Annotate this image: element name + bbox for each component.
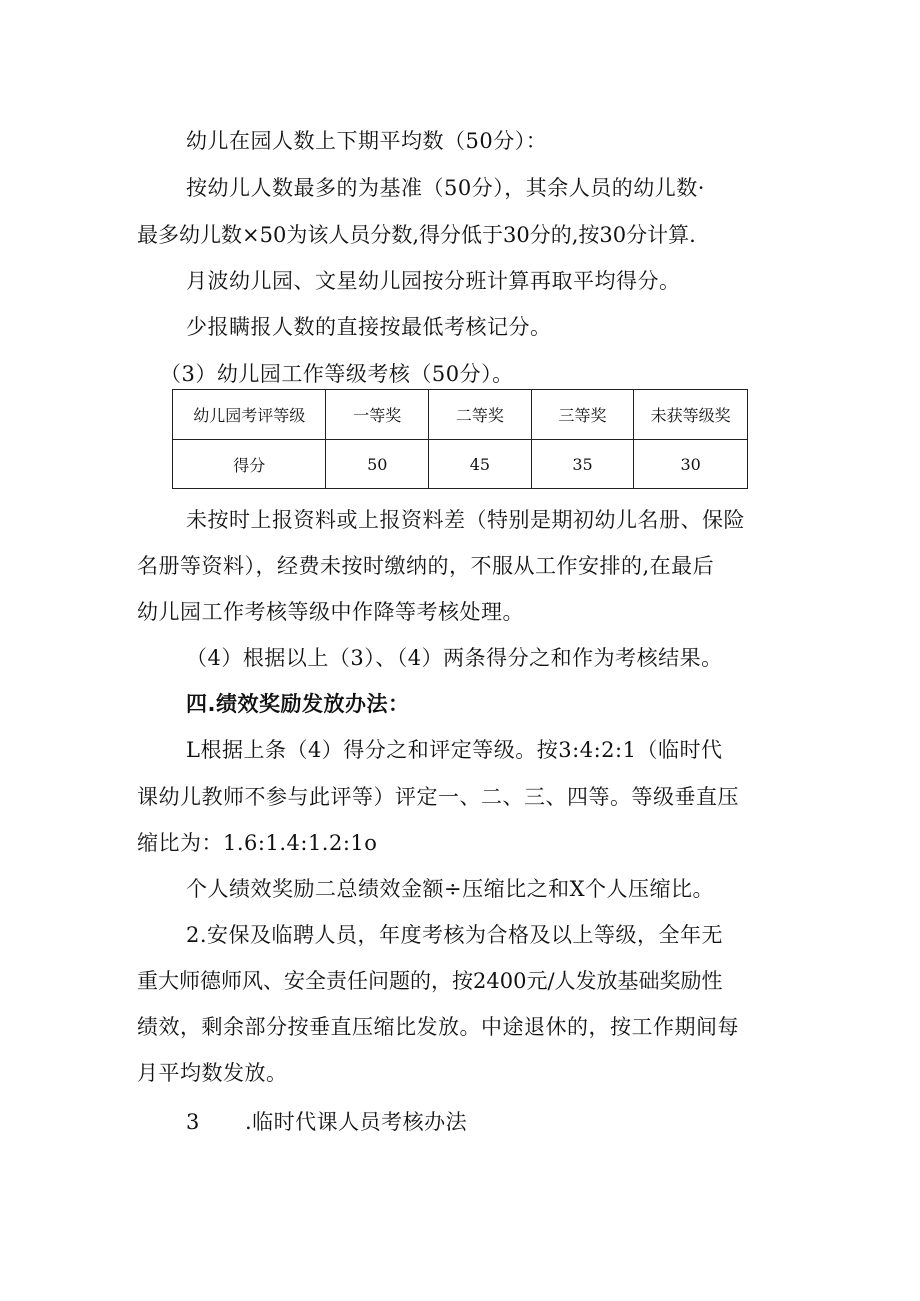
paragraph-security-staff-line2: 重大师德师风、安全责任问题的，按2400元/人发放基础奖励性 [137,969,723,993]
table-row [173,390,748,440]
table-header-cell: 未获等级奖 [634,390,748,440]
paragraph-underreport-rule: 少报瞒报人数的直接按最低考核记分。 [186,315,552,339]
paragraph-late-report-line2: 名册等资料），经费未按时缴纳的，不服从工作安排的,在最后 [137,554,715,578]
table-row [173,440,748,489]
paragraph-bonus-formula: 个人绩效奖励二总绩效金额÷压缩比之和X个人压缩比。 [186,877,715,901]
paragraph-late-report-line1: 未按时上报资料或上报资料差（特别是期初幼儿名册、保险 [186,508,745,532]
table-cell: 50 [326,440,429,489]
paragraph-security-staff-line4: 月平均数发放。 [137,1061,288,1085]
paragraph-grading-rule-line3: 缩比为：1.6:1.4:1.2:1o [137,831,378,855]
table-cell: 得分 [173,440,326,489]
paragraph-grading-rule-line1: L根据上条（4）得分之和评定等级。按3:4:2:1（临时代 [186,738,723,762]
table-header-cell: 一等奖 [326,390,429,440]
paragraph-class-average: 月波幼儿园、文星幼儿园按分班计算再取平均得分。 [186,269,681,293]
paragraph-assessment-result: （4）根据以上（3）、（4）两条得分之和作为考核结果。 [186,646,723,670]
table-header-cell: 幼儿园考评等级 [173,390,326,440]
section-heading-performance-bonus: 四.绩效奖励发放办法： [186,692,410,716]
paragraph-grading-rule-line2: 课幼儿教师不参与此评等）评定一、二、三、四等。等级垂直压 [137,785,739,809]
paragraph-late-report-line3: 幼儿园工作考核等级中作降等考核处理。 [137,600,524,624]
list-number-3: 3 [186,1110,200,1134]
paragraph-security-staff-line3: 绩效，剩余部分按垂直压缩比发放。中途退休的，按工作期间每 [137,1015,739,1039]
table-header-cell: 三等奖 [531,390,634,440]
paragraph-baseline-rule-line2: 最多幼儿数×50为该人员分数,得分低于30分的,按30分计算. [137,223,696,247]
paragraph-work-grade-heading: （3）幼儿园工作等级考核（50分）。 [160,362,514,386]
paragraph-enrollment-average: 幼儿在园人数上下期平均数（50分）： [186,129,548,153]
table-cell: 45 [429,440,532,489]
paragraph-baseline-rule-line1: 按幼儿人数最多的为基准（50分），其余人员的幼儿数· [186,176,705,200]
paragraph-temp-teacher-heading: .临时代课人员考核办法 [245,1110,468,1134]
table-cell: 30 [634,440,748,489]
table-cell: 35 [531,440,634,489]
table-header-cell: 二等奖 [429,390,532,440]
paragraph-security-staff-line1: 2.安保及临聘人员，年度考核为合格及以上等级，全年无 [186,923,724,947]
grade-score-table [172,389,748,489]
